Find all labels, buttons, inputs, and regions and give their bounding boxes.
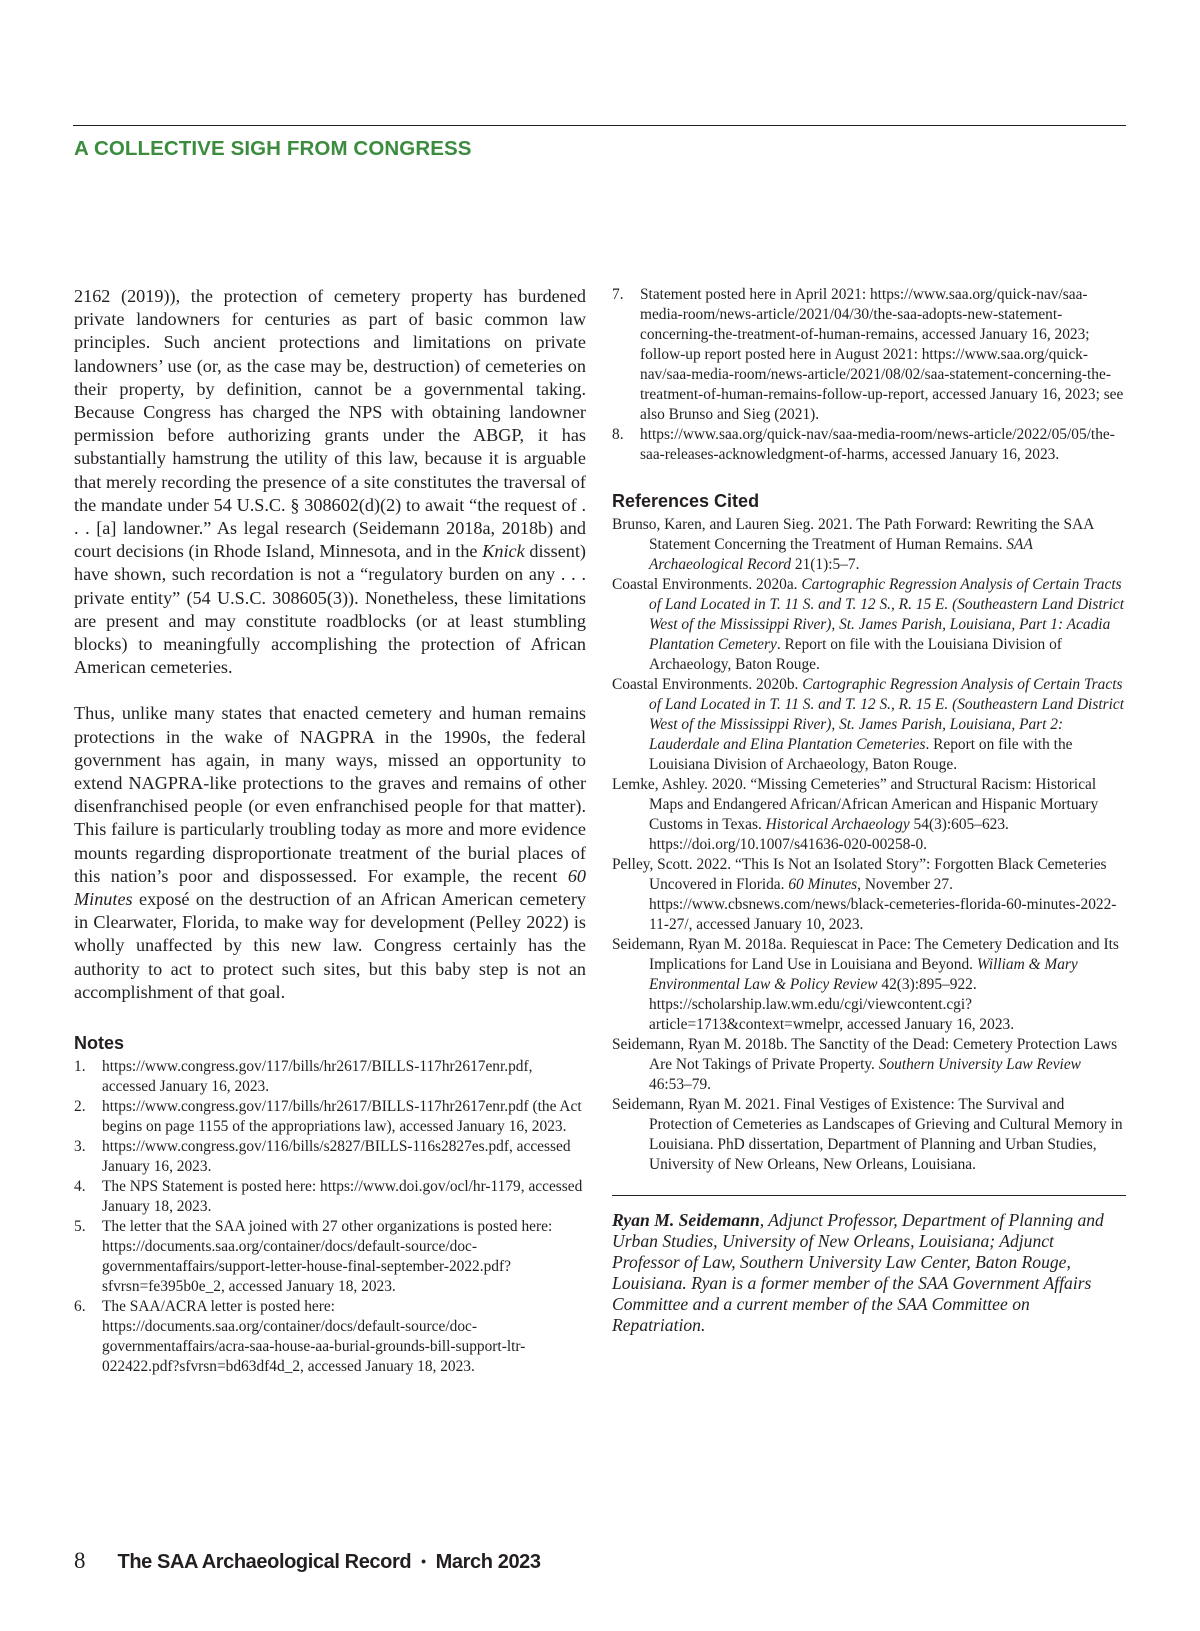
page-footer	[74, 1548, 541, 1574]
note-item: 6. The SAA/ACRA letter is posted here: https://documents.saa.org/container/docs/default-source/doc-governmentaffairs/acra-saa-house-aa-burial-grounds-bill-support-ltr-022422.pdf?sfvrsn=bd63df4d_2, accessed January 18, 2023.	[74, 1298, 526, 1376]
note-item: 3. https://www.congress.gov/116/bills/s2827/BILLS-116s2827es.pdf, accessed January 16, 2023.	[74, 1138, 571, 1176]
note-item: 8. https://www.saa.org/quick-nav/saa-media-room/news-article/2022/05/05/the-saa-releases-acknowledgment-of-harms, accessed January 16, 2023.	[612, 426, 1115, 463]
note-item: 1. https://www.congress.gov/117/bills/hr2617/BILLS-117hr2617enr.pdf, accessed January 16, 2023.	[74, 1058, 533, 1096]
body-paragraph-2: Thus, unlike many states that enacted cemetery and human remains protections in the wake of NAGPRA in the 1990s, the federal government has again, in many ways, missed an opportunity to extend NAGPRA-like protections to the graves and remains of other disenfranchised people (or even enfranchised people for that matter). This failure is particularly troubling today as more and more evidence mounts regarding disproportionate treatment of the burial places of this nation’s poor and dispossessed. For example, the recent 60 Minutes exposé on the destruction of an African American cemetery in Clearwater, Florida, to make way for development (Pelley 2022) is wholly unaffected by this new law. Congress certainly has the authority to act to protect such sites, but this baby step is not an accomplishment of that goal.	[74, 703, 586, 1002]
author-bio: Ryan M. Seidemann, Adjunct Professor, Department of Planning and Urban Studies, University of New Orleans, Louisiana; Adjunct Professor of Law, Southern University Law Center, Baton Rouge, Louisiana. Ryan is a former member of the SAA Government Affairs Committee and a current member of the SAA Committee on Repatriation.	[612, 1210, 1104, 1335]
section-header: A COLLECTIVE SIGH FROM CONGRESS	[74, 137, 472, 160]
reference-item: Coastal Environments. 2020b. Cartographic Regression Analysis of Certain Tracts of Land Located in T. 11 S. and T. 12 S., R. 15 E. (Southeastern Land District West of the Mississippi River), St. James Parish, Louisiana, Part 2: Lauderdale and Elina Plantation Cemeteries. Report on file with the Louisiana Division of Archaeology, Baton Rouge.	[612, 676, 1124, 773]
bio-rule	[612, 1195, 1126, 1196]
reference-item: Seidemann, Ryan M. 2018a. Requiescat in Pace: The Cemetery Dedication and Its Implications for Land Use in Louisiana and Beyond. William & Mary Environmental Law & Policy Review 42(3):895–922. https://scholarship.law.wm.edu/cgi/viewcontent.cgi?article=1713&context=wmelpr, accessed January 16, 2023.	[612, 936, 1119, 1033]
body-paragraph-1: 2162 (2019)), the protection of cemetery property has burdened private landowners for centuries as part of basic common law principles. Such ancient protections and limitations on private landowners’ use (or, as the case may be, destruction) of cemeteries on their property, by definition, cannot be a governmental taking. Because Congress has charged the NPS with obtaining landowner permission before authorizing grants under the ABGP, it has substantially hamstrung the utility of this law, because it is arguable that merely recording the presence of a site constitutes the traversal of the mandate under 54 U.S.C. § 308602(d)(2) to await “the request of . . . [a] landowner.” As legal research (Seidemann 2018a, 2018b) and court decisions (in Rhode Island, Minnesota, and in the Knick dissent) have shown, such recordation is not a “regulatory burden on any . . . private entity” (54 U.S.C. 308605(3)). Nonetheless, these limitations are present and may constitute roadblocks (or at least stumbling blocks) to meaningfully accomplishing the protection of African American cemeteries.	[74, 286, 586, 678]
right-column	[612, 285, 1126, 1336]
author-name: Ryan M. Seidemann	[612, 1210, 760, 1230]
reference-item: Brunso, Karen, and Lauren Sieg. 2021. The Path Forward: Rewriting the SAA Statement Concerning the Treatment of Human Remains. SAA Archaeological Record 21(1):5–7.	[612, 516, 1094, 573]
note-item: 4. The NPS Statement is posted here: https://www.doi.gov/ocl/hr-1179, accessed January 18, 2023.	[74, 1178, 583, 1216]
notes-heading: Notes	[74, 1033, 125, 1054]
footer-bullet: •	[421, 1553, 426, 1569]
reference-item: Coastal Environments. 2020a. Cartographic Regression Analysis of Certain Tracts of Land Located in T. 11 S. and T. 12 S., R. 15 E. (Southeastern Land District West of the Mississippi River), St. James Parish, Louisiana, Part 1: Acadia Plantation Cemetery. Report on file with the Louisiana Division of Archaeology, Baton Rouge.	[612, 576, 1124, 673]
notes-list	[74, 1057, 586, 1377]
notes-list-continued	[612, 285, 1126, 465]
note-item: 2. https://www.congress.gov/117/bills/hr2617/BILLS-117hr2617enr.pdf (the Act begins on page 1155 of the appropriations law), accessed January 16, 2023.	[74, 1098, 582, 1136]
issue-date: March 2023	[435, 1551, 541, 1573]
journal-title: The SAA Archaeological Record	[117, 1551, 412, 1573]
references-heading: References Cited	[612, 491, 760, 511]
reference-item: Seidemann, Ryan M. 2021. Final Vestiges of Existence: The Survival and Protection of Cemeteries as Landscapes of Grieving and Cultural Memory in Louisiana. PhD dissertation, Department of Planning and Urban Studies, University of New Orleans, New Orleans, Louisiana.	[612, 1096, 1123, 1173]
references-list	[612, 515, 1126, 1175]
page-number: 8	[74, 1548, 86, 1573]
top-rule	[73, 125, 1126, 126]
note-item: 5. The letter that the SAA joined with 27 other organizations is posted here: https://documents.saa.org/container/docs/default-source/doc-governmentaffairs/support-letter-house-final-september-2022.pdf?sfvrsn=fe395b0e_2, accessed January 18, 2023.	[74, 1218, 553, 1296]
note-item: 7. Statement posted here in April 2021: https://www.saa.org/quick-nav/saa-media-room/news-article/2021/04/30/the-saa-adopts-new-statement-concerning-the-treatment-of-human-remains, accessed January 16, 2023; follow-up report posted here in August 2021: https://www.saa.org/quick-nav/saa-media-room/news-article/2021/08/02/saa-statement-concerning-the-treatment-of-human-remains-follow-up-report, accessed January 16, 2023; see also Brunso and Sieg (2021).	[612, 286, 1124, 423]
left-column	[74, 285, 586, 1377]
reference-item: Lemke, Ashley. 2020. “Missing Cemeteries” and Structural Racism: Historical Maps and Endangered African/African American and Hispanic Mortuary Customs in Texas. Historical Archaeology 54(3):605–623. https://doi.org/10.1007/s41636-020-00258-0.	[612, 776, 1099, 853]
reference-item: Pelley, Scott. 2022. “This Is Not an Isolated Story”: Forgotten Black Cemeteries Uncovered in Florida. 60 Minutes, November 27. https://www.cbsnews.com/news/black-cemeteries-florida-60-minutes-2022-11-27/, accessed January 10, 2023.	[612, 856, 1117, 933]
reference-item: Seidemann, Ryan M. 2018b. The Sanctity of the Dead: Cemetery Protection Laws Are Not Takings of Private Property. Southern University Law Review 46:53–79.	[612, 1036, 1118, 1093]
